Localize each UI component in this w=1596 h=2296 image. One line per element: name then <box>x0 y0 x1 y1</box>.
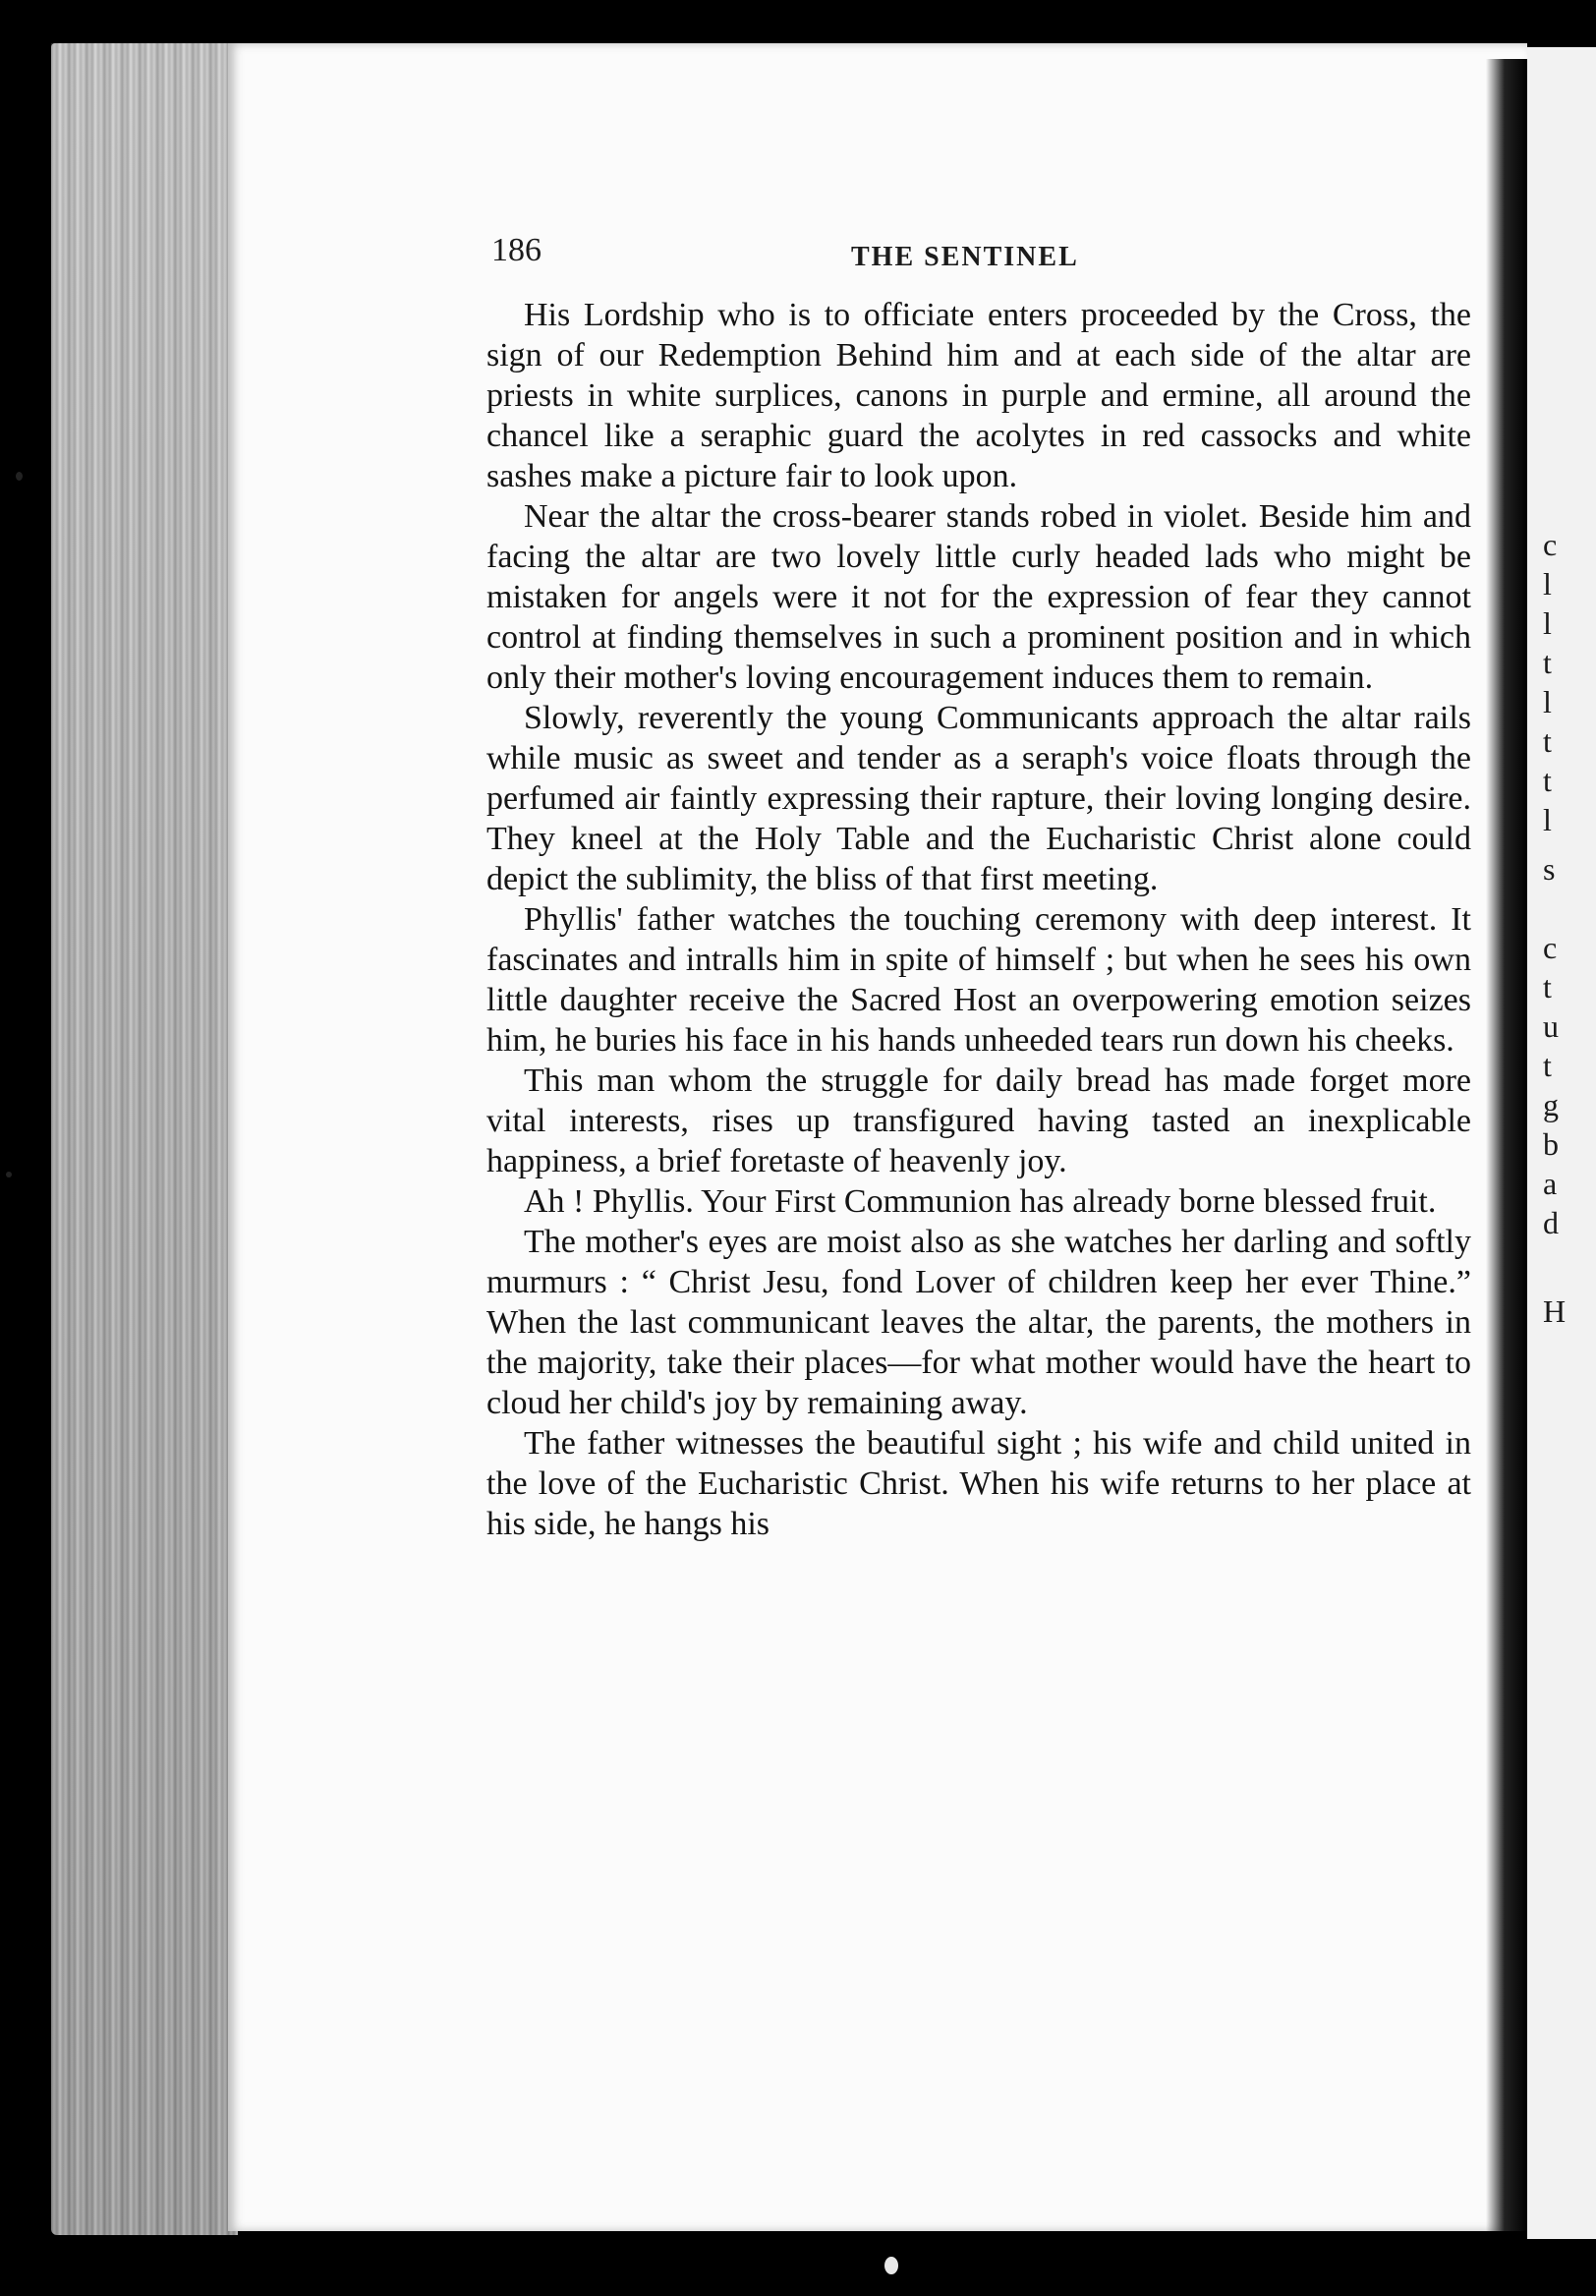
facing-page-letter: d <box>1543 1205 1559 1240</box>
facing-page-letter: l <box>1543 605 1552 641</box>
facing-page-letter: g <box>1543 1087 1559 1122</box>
paragraph: The mother's eyes are moist also as she watches her darling and softly murmurs : “ Christ Jesu, fond Lover of children keep her ever Thine.” When the last communicant leaves the altar, the parents, the mothers in the majority, take their places—for what mother would have the heart to cloud her child's joy by remaining away. <box>486 1224 1471 1421</box>
facing-page-letter: c <box>1543 930 1558 965</box>
facing-page-letter: c <box>1543 527 1558 562</box>
paragraph: Near the altar the cross-bearer stands robed in violet. Beside him and facing the altar are two lovely little curly headed lads who might be mistaken for angels were it not for the expression of fear they cannot control at finding themselves in such a prominent position and in which only their mother's loving encouragement induces them to remain. <box>486 498 1471 696</box>
book-gutter <box>1486 59 1527 2231</box>
facing-page-letter: s <box>1543 851 1556 887</box>
paragraph: The father witnesses the beautiful sight ; his wife and child united in the love of the Eucharistic Christ. When his wife returns to her place at his side, he hangs his <box>486 1425 1471 1542</box>
facing-page-letter: H <box>1543 1293 1567 1329</box>
facing-page-letter: a <box>1543 1166 1558 1201</box>
facing-page-letter: t <box>1543 969 1552 1004</box>
paragraph: Slowly, reverently the young Communicants approach the altar rails while music as sweet and tender as a seraph's voice floats through the perfumed air faintly expressing their rapture, their loving longing desire. They kneel at the Holy Table and the Eucharistic Christ alone could depict the sublimity, the bliss of that first meeting. <box>486 700 1471 897</box>
page-header <box>491 232 1474 277</box>
scan-speck <box>6 1172 12 1177</box>
facing-page-letter: t <box>1543 763 1552 798</box>
facing-page-edge <box>1527 47 1596 2239</box>
facing-page-letter: u <box>1543 1008 1559 1044</box>
paragraph: This man whom the struggle for daily bread has made forget more vital interests, rises up transfigured having tasted an inexplicable happiness, a brief foretaste of heavenly joy. <box>486 1062 1471 1179</box>
book-page-edges <box>51 43 238 2235</box>
facing-page-letter: t <box>1543 645 1552 680</box>
scan-speck <box>884 2257 898 2274</box>
body-text <box>486 295 1471 1544</box>
facing-page-letter: t <box>1543 1048 1552 1083</box>
running-head: THE SENTINEL <box>851 242 1079 272</box>
facing-page-letter: t <box>1543 723 1552 759</box>
scan-speck <box>16 472 23 481</box>
facing-page-letter: b <box>1543 1126 1559 1162</box>
paragraph: Ah ! Phyllis. Your First Communion has already borne blessed fruit. <box>524 1183 1437 1220</box>
facing-page-letter: l <box>1543 566 1552 602</box>
page-number: 186 <box>491 232 542 268</box>
facing-page-letter: l <box>1543 802 1552 837</box>
paragraph: His Lordship who is to officiate enters proceeded by the Cross, the sign of our Redemption Behind him and at each side of the altar are priests in white surplices, canons in purple and ermine, all around the chancel like a seraphic guard the acolytes in red cassocks and white sashes make a picture fair to look upon. <box>486 297 1471 494</box>
paragraph: Phyllis' father watches the touching ceremony with deep interest. It fascinates and intralls him in spite of himself ; but when he sees his own little daughter receive the Sacred Host an overpowering emotion seizes him, he buries his face in his hands unheeded tears run down his cheeks. <box>486 901 1471 1059</box>
facing-page-letter: l <box>1543 684 1552 719</box>
